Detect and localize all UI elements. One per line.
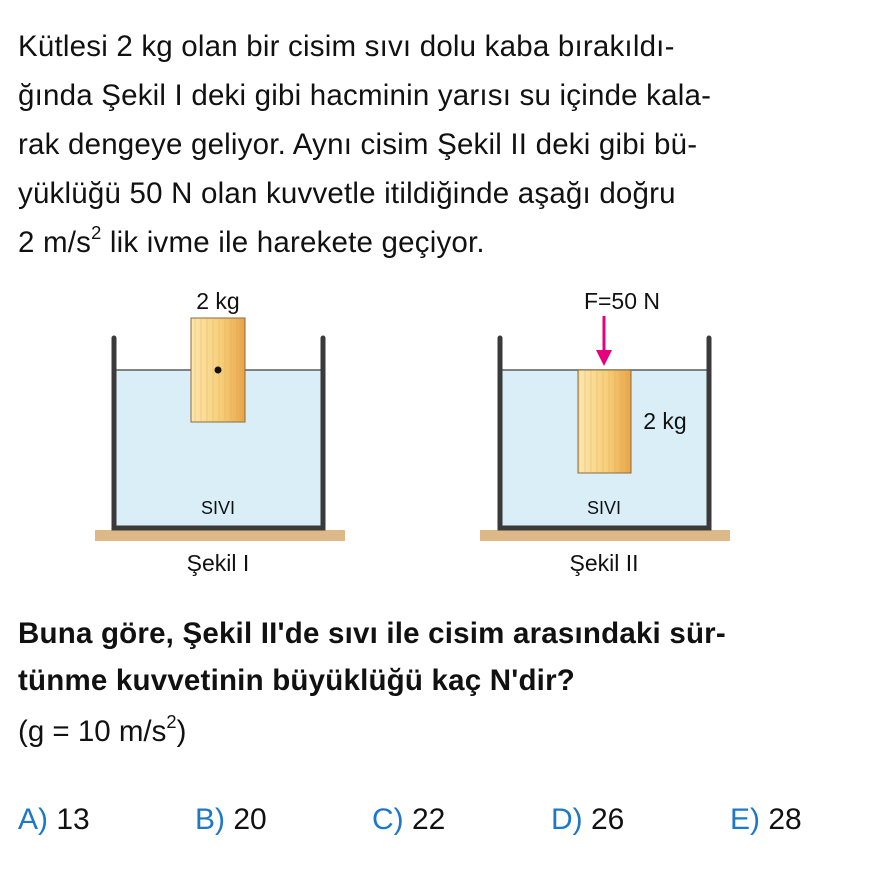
problem-line-4: yüklüğü 50 N olan kuvvetle itildiğinde aşağı doğru	[18, 177, 676, 210]
given-gravity-text: (g = 10 m/s	[18, 715, 167, 748]
acceleration-exponent: 2	[91, 222, 102, 244]
figure-1-center-dot	[215, 367, 222, 374]
option-c-letter: C)	[372, 803, 404, 836]
option-d-value: 26	[591, 803, 625, 836]
question-line-1: Buna göre, Şekil II'de sıvı ile cisim arasındaki sür-	[18, 617, 726, 650]
given-gravity-exponent: 2	[166, 711, 177, 733]
option-a-letter: A)	[18, 803, 48, 836]
option-b[interactable]	[195, 796, 267, 844]
option-b-letter: B)	[195, 803, 225, 836]
figure-2-caption: Şekil II	[569, 550, 639, 576]
problem-line-5-rest: lik ivme ile harekete geçiyor.	[101, 226, 485, 259]
figure-1-caption: Şekil I	[186, 550, 250, 576]
figures	[0, 270, 890, 590]
option-a[interactable]	[18, 796, 90, 844]
figure-1-mass-label: 2 kg	[196, 288, 240, 314]
acceleration-unit: 2 m/s	[18, 226, 92, 259]
problem-line-5	[18, 218, 818, 267]
option-d-letter: D)	[551, 803, 583, 836]
given-gravity-close: )	[176, 715, 187, 748]
option-a-value: 13	[56, 803, 90, 836]
figure-2	[480, 288, 730, 576]
given-gravity	[18, 712, 186, 752]
problem-line-3: rak dengeye geliyor. Aynı cisim Şekil II deki gibi bü-	[18, 128, 698, 161]
force-arrow-head	[596, 350, 612, 366]
answer-options	[18, 796, 878, 846]
figure-2-mass-label: 2 kg	[643, 408, 687, 434]
option-b-value: 20	[233, 803, 267, 836]
figure-1-liquid-label: SIVI	[200, 498, 236, 518]
question-line-2: tünme kuvvetinin büyüklüğü kaç N'dir?	[18, 664, 575, 697]
figure-1	[95, 288, 345, 576]
problem-line-1: Kütlesi 2 kg olan bir cisim sıvı dolu kaba bırakıldı-	[18, 30, 675, 63]
figure-2-block-texture	[578, 370, 631, 473]
figure-1-ground	[95, 530, 345, 541]
option-c-value: 22	[412, 803, 446, 836]
problem-line-2: ğında Şekil I deki gibi hacminin yarısı su içinde kala-	[18, 79, 712, 112]
problem-statement	[18, 22, 818, 267]
option-c[interactable]	[372, 796, 445, 844]
option-e-letter: E)	[730, 803, 760, 836]
figure-2-liquid-label: SIVI	[586, 498, 622, 518]
figure-2-ground	[480, 530, 730, 541]
figure-2-force-label: F=50 N	[583, 288, 661, 314]
option-e[interactable]	[730, 796, 802, 844]
option-e-value: 28	[768, 803, 802, 836]
option-d[interactable]	[551, 796, 624, 844]
question	[18, 610, 838, 704]
